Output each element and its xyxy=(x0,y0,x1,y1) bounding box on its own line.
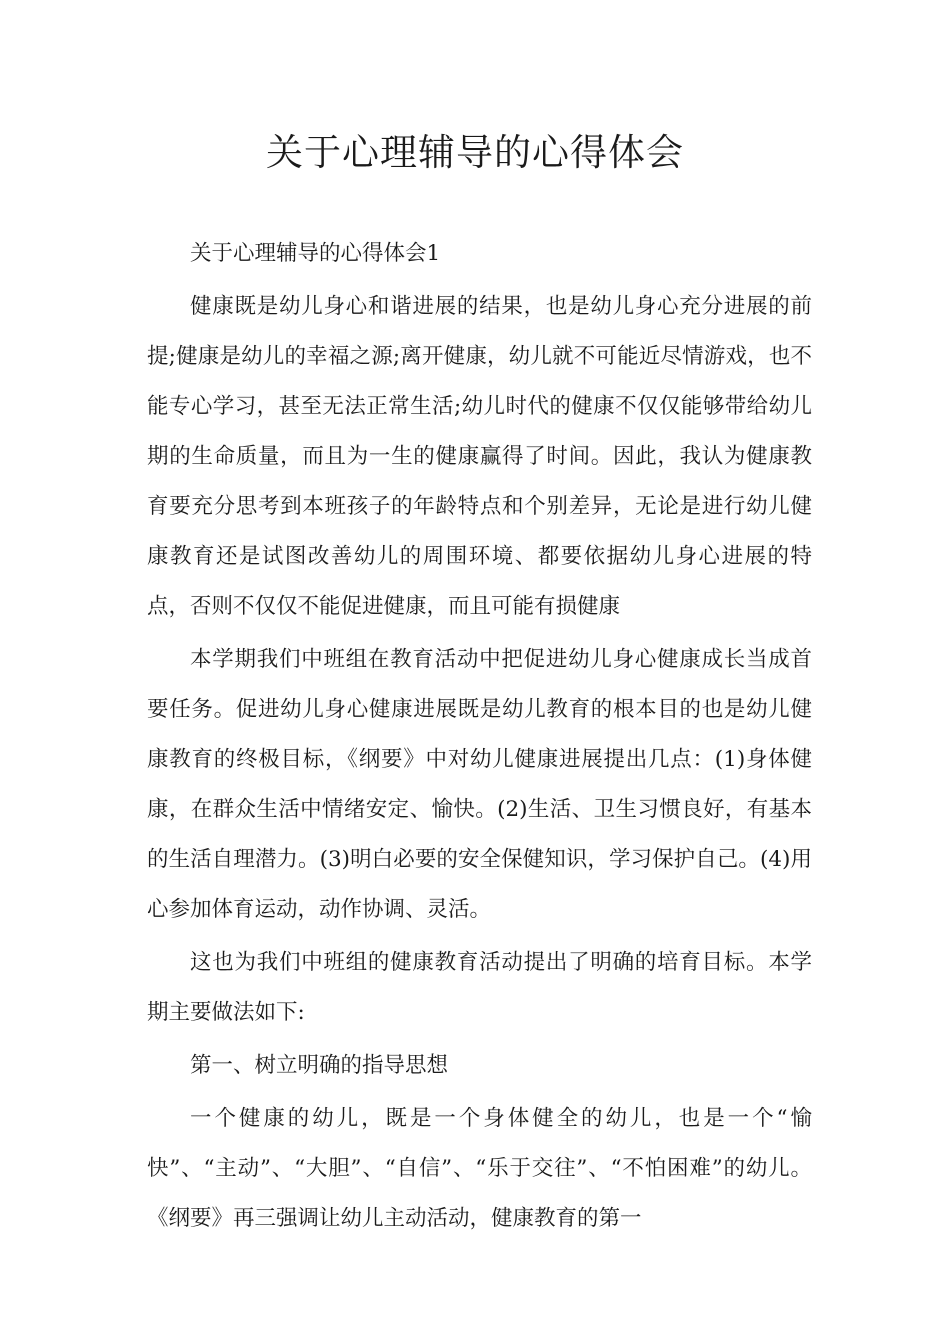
paragraph: 这也为我们中班组的健康教育活动提出了明确的培育目标。本学期主要做法如下: xyxy=(147,950,812,1025)
subsection-heading: 第一、树立明确的指导思想 xyxy=(190,1053,449,1078)
document-title: 关于心理辅导的心得体会 xyxy=(266,131,684,174)
document-body xyxy=(147,229,812,1247)
section-heading: 关于心理辅导的心得体会1 xyxy=(190,241,441,266)
paragraph: 一个健康的幼儿，既是一个身体健全的幼儿，也是一个“愉快”、“主动”、“大胆”、“自信”、“乐于交往”、“不怕困难”的幼儿。《纲要》再三强调让幼儿主动活动，健康教育的第一 xyxy=(147,1106,812,1231)
paragraph: 本学期我们中班组在教育活动中把促进幼儿身心健康成长当成首要任务。促进幼儿身心健康进展既是幼儿教育的根本目的也是幼儿健康教育的终极目标，《纲要》中对幼儿健康进展提出几点：(1)身体健康，在群众生活中情绪安定、愉快。(2)生活、卫生习惯良好，有基本的生活自理潜力。(3)明白必要的安全保健知识，学习保护自己。(4)用心参加体育运动，动作协调、灵活。 xyxy=(147,647,812,922)
paragraph: 健康既是幼儿身心和谐进展的结果，也是幼儿身心充分进展的前提;健康是幼儿的幸福之源;离开健康，幼儿就不可能近尽情游戏，也不能专心学习，甚至无法正常生活;幼儿时代的健康不仅仅能够带给幼儿期的生命质量，而且为一生的健康赢得了时间。因此，我认为健康教育要充分思考到本班孩子的年龄特点和个别差异，无论是进行幼儿健康教育还是试图改善幼儿的周围环境、都要依据幼儿身心进展的特点，否则不仅仅不能促进健康，而且可能有损健康 xyxy=(147,294,812,619)
